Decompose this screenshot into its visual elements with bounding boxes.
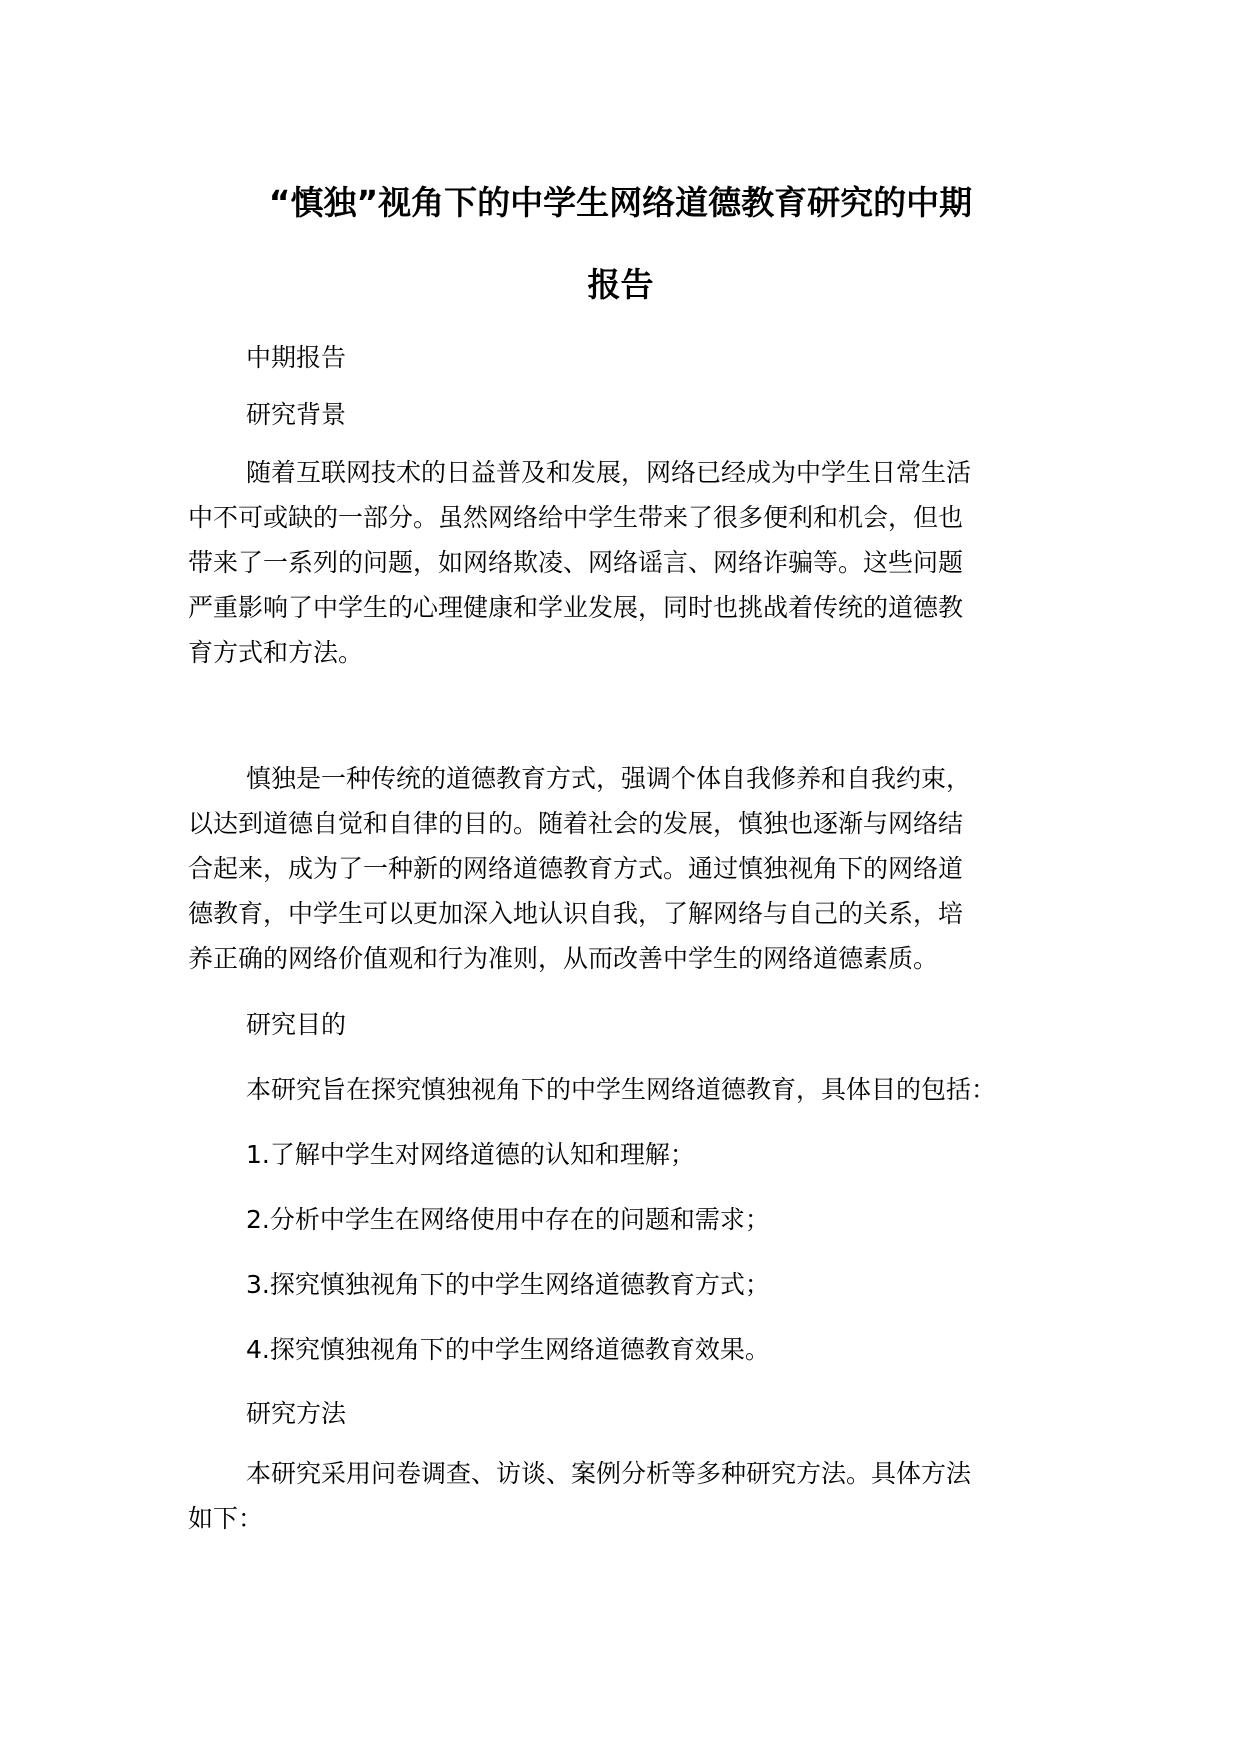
paragraph-line: 本研究采用问卷调查、访谈、案例分析等多种研究方法。具体方法 xyxy=(246,1459,972,1488)
paragraph-method xyxy=(188,1451,1088,1541)
paragraph-line: 合起来，成为了一种新的网络道德教育方式。通过慎独视角下的网络道 xyxy=(188,854,964,883)
paragraph-line: 以达到道德自觉和自律的目的。随着社会的发展，慎独也逐渐与网络结 xyxy=(188,809,964,838)
purpose-intro: 本研究旨在探究慎独视角下的中学生网络道德教育，具体目的包括： xyxy=(246,1075,997,1104)
paragraph-line: 严重影响了中学生的心理健康和学业发展，同时也挑战着传统的道德教 xyxy=(188,593,964,622)
purpose-item-4: 4.探究慎独视角下的中学生网络道德教育效果。 xyxy=(246,1335,770,1364)
heading-research-purpose: 研究目的 xyxy=(246,1010,347,1039)
document-title-line-1: “慎独”视角下的中学生网络道德教育研究的中期 xyxy=(268,183,973,222)
heading-research-method: 研究方法 xyxy=(246,1399,347,1428)
paragraph-line: 如下： xyxy=(188,1504,264,1533)
paragraph-line: 养正确的网络价值观和行为准则，从而改善中学生的网络道德素质。 xyxy=(188,944,939,973)
paragraph-line: 中不可或缺的一部分。虽然网络给中学生带来了很多便利和机会，但也 xyxy=(188,503,964,532)
paragraph-line: 带来了一系列的问题，如网络欺凌、网络谣言、网络诈骗等。这些问题 xyxy=(188,548,964,577)
purpose-item-2: 2.分析中学生在网络使用中存在的问题和需求； xyxy=(246,1205,770,1234)
paragraph-background-2 xyxy=(188,756,1088,981)
paragraph-line: 育方式和方法。 xyxy=(188,638,364,667)
heading-midterm-report: 中期报告 xyxy=(246,343,347,372)
paragraph-background-1 xyxy=(188,450,1088,675)
purpose-item-1: 1.了解中学生对网络道德的认知和理解； xyxy=(246,1140,695,1169)
purpose-item-3: 3.探究慎独视角下的中学生网络道德教育方式； xyxy=(246,1270,770,1299)
paragraph-line: 德教育，中学生可以更加深入地认识自我，了解网络与自己的关系，培 xyxy=(188,899,964,928)
heading-research-background: 研究背景 xyxy=(246,400,347,429)
document-title-line-2: 报告 xyxy=(587,265,654,304)
paragraph-line: 随着互联网技术的日益普及和发展，网络已经成为中学生日常生活 xyxy=(246,458,972,487)
paragraph-line: 慎独是一种传统的道德教育方式，强调个体自我修养和自我约束， xyxy=(246,764,972,793)
